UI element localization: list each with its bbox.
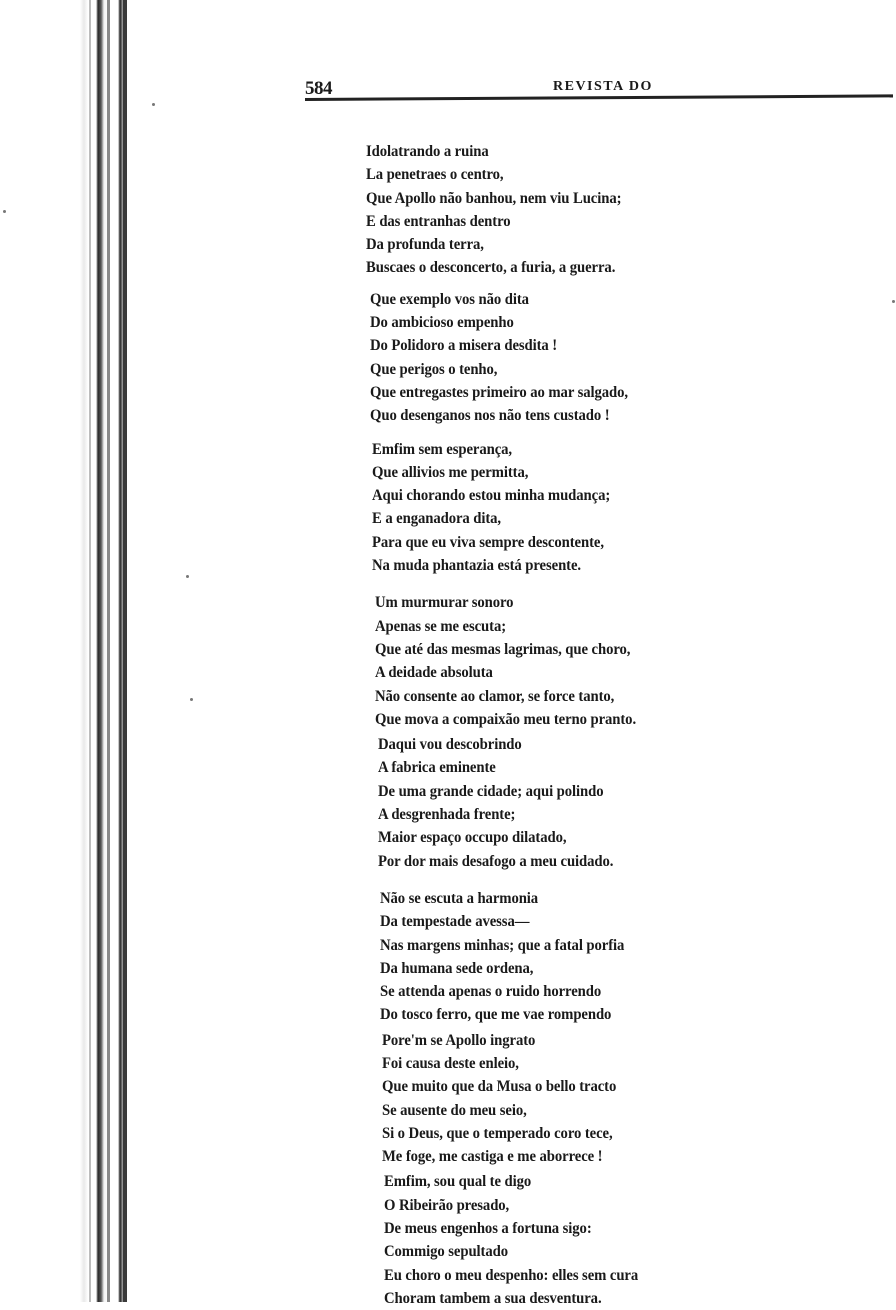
poem-line: A desgrenhada frente;	[378, 806, 516, 824]
poem-line: Da tempestade avessa—	[380, 913, 530, 931]
poem-line: Que allivios me permitta,	[372, 463, 529, 481]
poem-line: Eu choro o meu despenho: elles sem cura	[384, 1266, 639, 1284]
page-binding-edge	[0, 0, 140, 1302]
poem-line: Por dor mais desafogo a meu cuidado.	[378, 852, 614, 870]
poem-line: Foi causa deste enleio,	[382, 1054, 519, 1072]
poem-body	[362, 140, 882, 1310]
stanza	[384, 1170, 882, 1310]
poem-line: Não consente ao clamor, se force tanto,	[375, 687, 615, 705]
poem-line: Emfim, sou qual te digo	[384, 1173, 532, 1191]
stanza	[370, 288, 882, 428]
poem-line: Me foge, me castiga e me aborrece !	[382, 1148, 603, 1166]
poem-line: Do Polidoro a misera desdita !	[370, 337, 558, 355]
poem-line: Do tosco ferro, que me vae rompendo	[380, 1006, 612, 1024]
poem-line: Que perigos o tenho,	[370, 360, 498, 378]
poem-line: Buscaes o desconcerto, a furia, a guerra.	[366, 259, 616, 277]
poem-line: Commigo sepultado	[384, 1243, 508, 1261]
poem-line: Maior espaço occupo dilatado,	[378, 829, 567, 847]
poem-line: Se ausente do meu seio,	[382, 1101, 527, 1119]
poem-line: E a enganadora dita,	[372, 510, 502, 528]
binding-line	[123, 0, 127, 1302]
poem-line: De meus engenhos a fortuna sigo:	[384, 1220, 592, 1238]
speck	[892, 300, 895, 303]
poem-line: Que Apollo não banhou, nem viu Lucina;	[366, 189, 622, 207]
poem-line: Si o Deus, que o temperado coro tece,	[382, 1124, 613, 1142]
poem-line: Idolatrando a ruina	[366, 143, 489, 160]
poem-line: Se attenda apenas o ruido horrendo	[380, 983, 602, 1001]
poem-line: Do ambicioso empenho	[370, 314, 514, 332]
poem-line: Daqui vou descobrindo	[378, 736, 522, 754]
poem-line: Na muda phantazia está presente.	[372, 557, 582, 575]
poem-line: Que muito que da Musa o bello tracto	[382, 1078, 617, 1096]
poem-line: Que entregastes primeiro ao mar salgado,	[370, 383, 628, 401]
poem-line: Nas margens minhas; que a fatal porfia	[380, 936, 625, 954]
poem-line: Um murmurar sonoro	[375, 594, 514, 612]
poem-line: Da profunda terra,	[366, 236, 484, 254]
binding-line	[107, 0, 110, 1302]
poem-line: Que mova a compaixão meu terno pranto.	[375, 710, 637, 728]
speck	[190, 698, 193, 701]
poem-line: Apenas se me escuta;	[375, 617, 507, 635]
speck	[152, 103, 155, 106]
binding-line	[89, 0, 91, 1302]
speck	[186, 575, 189, 578]
page-number: 584	[305, 78, 332, 99]
poem-line: La penetraes o centro,	[366, 166, 504, 184]
stanza	[366, 140, 882, 280]
poem-line: Emfim sem esperança,	[372, 440, 513, 458]
speck	[3, 210, 6, 213]
poem-line: De uma grande cidade; aqui polindo	[378, 782, 604, 800]
poem-line: Quo desenganos nos não tens custado !	[370, 407, 610, 425]
stanza	[382, 1029, 882, 1169]
poem-line: Que exemplo vos não dita	[370, 290, 529, 308]
poem-line: Pore'm se Apollo ingrato	[382, 1031, 536, 1049]
poem-line: Da humana sede ordena,	[380, 959, 534, 977]
poem-line: Choram tambem a sua desventura.	[384, 1289, 602, 1307]
stanza	[372, 438, 882, 578]
poem-line: O Ribeirão presado,	[384, 1196, 510, 1214]
poem-line: A deidade absoluta	[375, 664, 493, 682]
stanza	[380, 887, 882, 1027]
poem-line: Aqui chorando estou minha mudança;	[372, 487, 611, 505]
poem-line: E das entranhas dentro	[366, 212, 511, 230]
poem-line: Que até das mesmas lagrimas, que choro,	[375, 640, 631, 658]
running-head: REVISTA DO	[553, 79, 653, 94]
stanza	[375, 591, 882, 731]
poem-line: Para que eu viva sempre descontente,	[372, 533, 604, 551]
poem-line: A fabrica eminente	[378, 759, 496, 777]
stanza	[378, 733, 882, 873]
poem-line: Não se escuta a harmonia	[380, 889, 539, 907]
